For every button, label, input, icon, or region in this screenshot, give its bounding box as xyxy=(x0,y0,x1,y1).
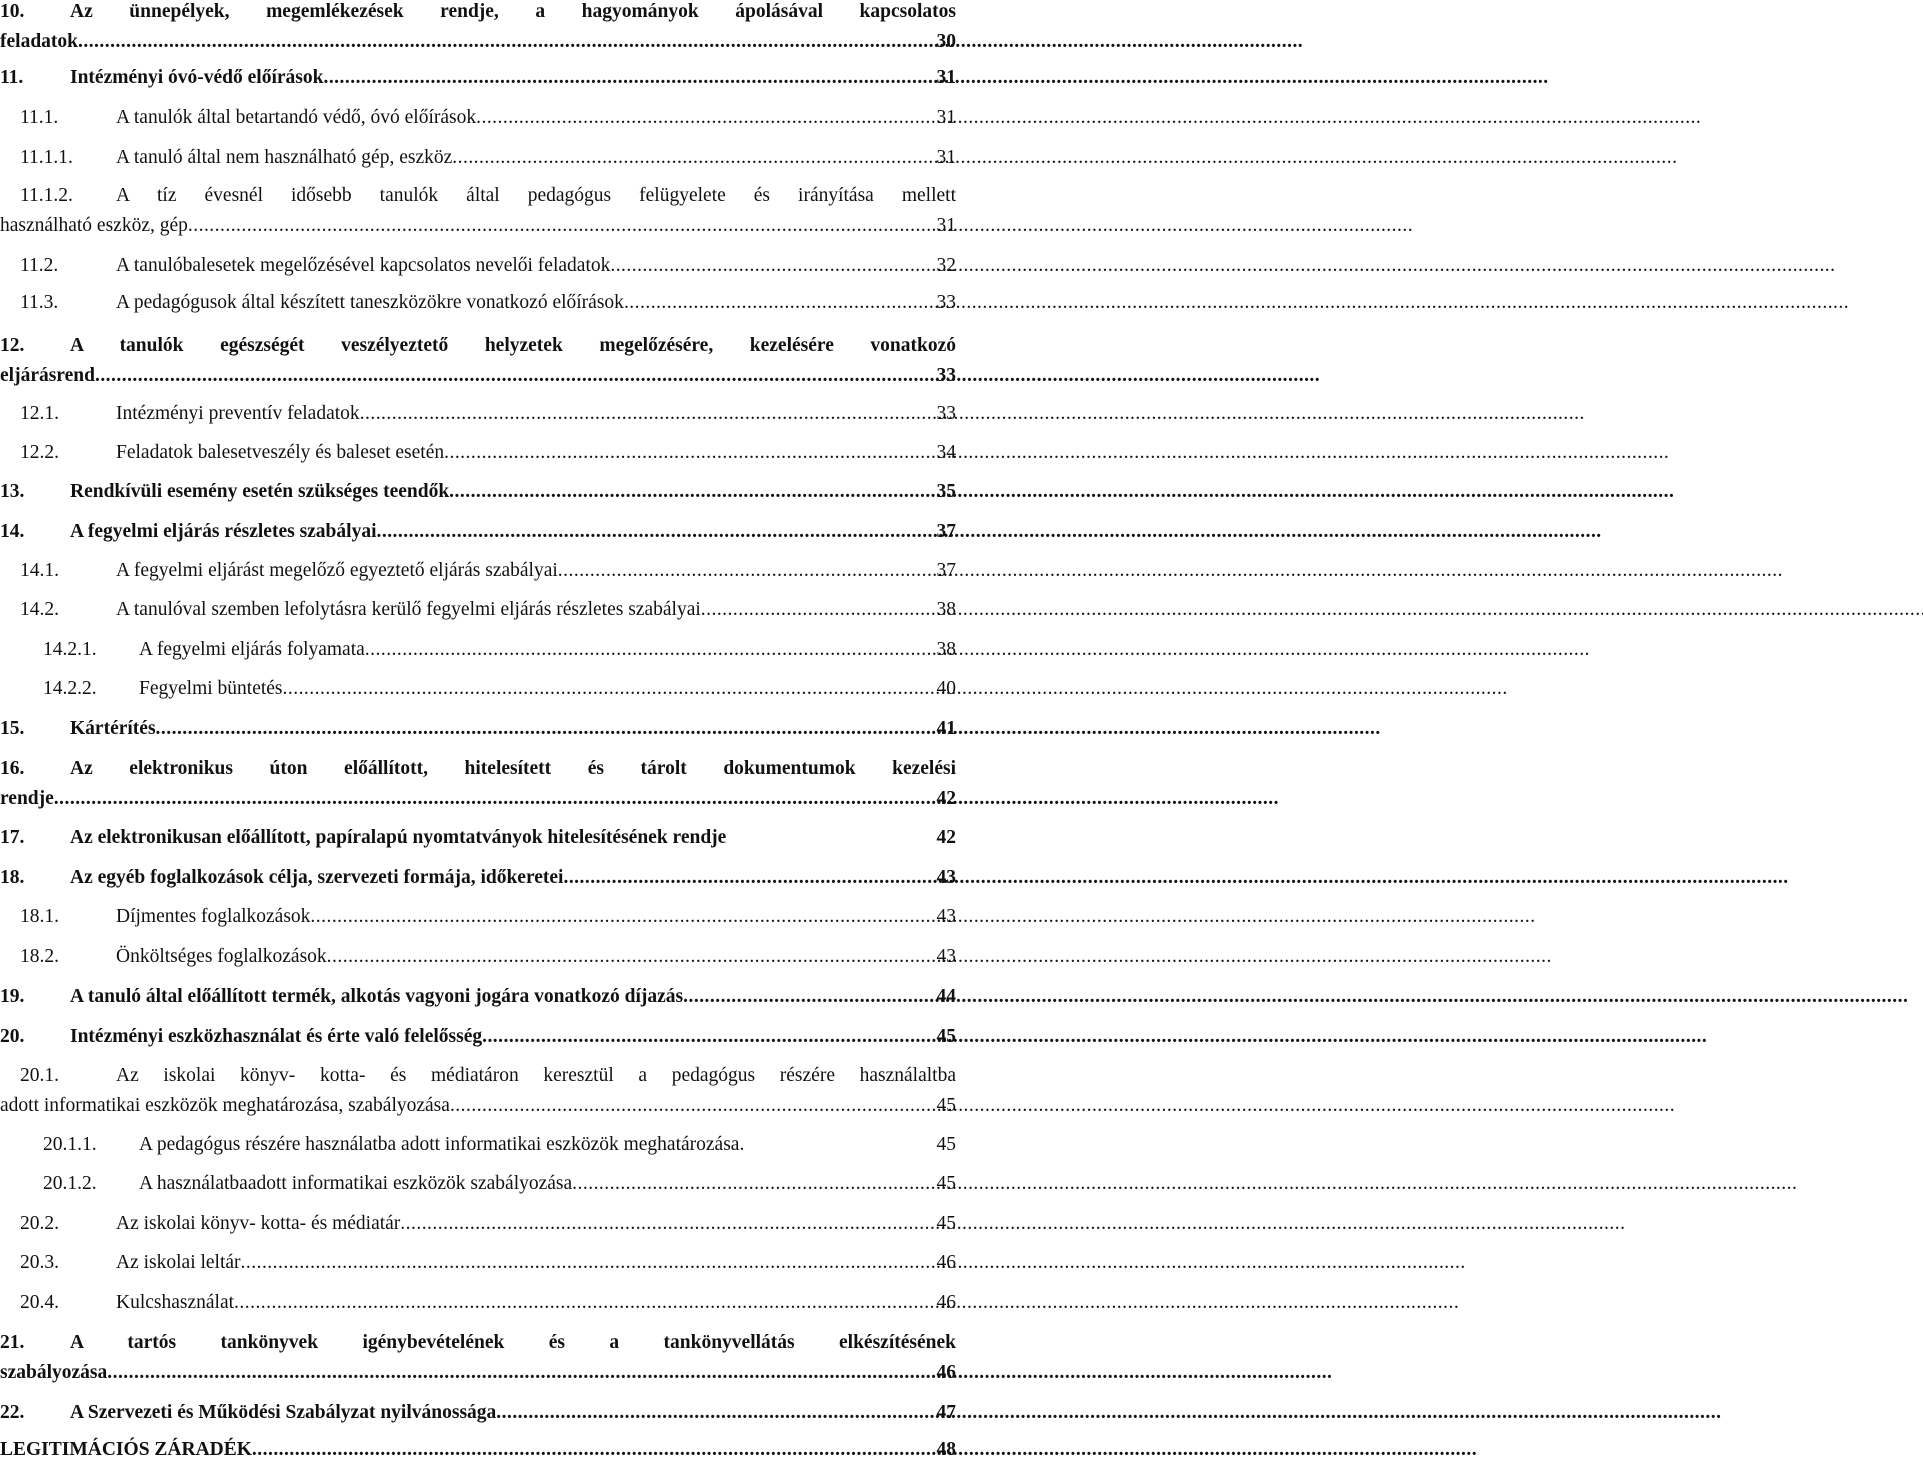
toc-entry[interactable] xyxy=(0,1172,956,1196)
toc-entry[interactable] xyxy=(0,1438,956,1462)
toc-leader-dots xyxy=(78,30,935,54)
toc-leader-dots xyxy=(323,66,934,90)
toc-entry-title: Kulcshasználat xyxy=(116,1292,235,1313)
toc-entry-number: 11.2. xyxy=(20,255,59,276)
toc-entry-title: Fegyelmi büntetés xyxy=(139,678,283,699)
toc-entry[interactable] xyxy=(0,638,956,662)
toc-entry-number: 11.3. xyxy=(20,292,59,313)
toc-leader-dots xyxy=(156,717,935,741)
toc-leader-dots xyxy=(452,146,934,170)
toc-entry-number: 17. xyxy=(0,827,25,848)
toc-entry-title: A tanulók egészségét veszélyeztető helyzetek megelőzésére, kezelésére vonatkozó xyxy=(70,335,956,356)
toc-entry-title: A pedagógusok által készített taneszközökre vonatkozó előírások xyxy=(116,292,624,313)
toc-entry[interactable] xyxy=(0,520,956,544)
toc-entry[interactable] xyxy=(0,677,956,701)
toc-leader-dots xyxy=(444,441,934,465)
toc-page-number: 30 xyxy=(936,31,956,52)
toc-entry-number: 20.1. xyxy=(20,1065,59,1086)
toc-entry[interactable] xyxy=(0,146,956,170)
toc-page-number: 43 xyxy=(936,946,956,967)
toc-entry-number: 13. xyxy=(0,481,25,502)
toc-entry-title: LEGITIMÁCIÓS ZÁRADÉK xyxy=(0,1439,252,1460)
toc-entry-number: 20.4. xyxy=(20,1292,59,1313)
toc-entry-title: A tartós tankönyvek igénybevételének és a tankönyvellátás elkészítésének xyxy=(70,1332,956,1353)
toc-entry-number: 18.1. xyxy=(20,906,59,927)
toc-entry[interactable] xyxy=(0,1291,956,1315)
toc-page-number: 46 xyxy=(936,1252,956,1273)
toc-entry[interactable] xyxy=(0,905,956,929)
toc-entry-title: A tíz évesnél idősebb tanulók által pedagógus felügyelete és irányítása mellett xyxy=(116,185,956,206)
toc-entry-title: A fegyelmi eljárás folyamata xyxy=(139,639,365,660)
toc-entry-title: Díjmentes foglalkozások xyxy=(116,906,311,927)
toc-entry[interactable] xyxy=(0,1401,956,1425)
toc-leader-dots xyxy=(327,945,935,969)
toc-entry[interactable] xyxy=(0,1064,956,1118)
toc-page-number: 43 xyxy=(936,867,956,888)
toc-page-number: 31 xyxy=(936,215,956,236)
toc-leader-dots xyxy=(377,520,935,544)
toc-page-number: 35 xyxy=(936,481,956,502)
toc-entry-title: Intézményi óvó-védő előírások xyxy=(70,67,324,88)
toc-leader-dots xyxy=(563,866,934,890)
toc-entry-title: Az iskolai könyv- kotta- és médiatár xyxy=(116,1213,401,1234)
toc-page-number: 38 xyxy=(936,599,956,620)
toc-page-number: 43 xyxy=(936,906,956,927)
toc-page-number: 45 xyxy=(936,1026,956,1047)
toc-entry[interactable] xyxy=(0,254,956,278)
toc-entry-title: Az iskolai leltár xyxy=(116,1252,241,1273)
toc-entry[interactable] xyxy=(0,66,956,90)
toc-leader-dots xyxy=(360,402,935,426)
toc-entry-number: 14. xyxy=(0,521,25,542)
toc-entry-title: A fegyelmi eljárás részletes szabályai xyxy=(70,521,377,542)
toc-page-number: 32 xyxy=(936,255,956,276)
toc-page-number: 47 xyxy=(936,1402,956,1423)
toc-entry[interactable] xyxy=(0,106,956,130)
toc-entry[interactable] xyxy=(0,866,956,890)
toc-entry-number: 14.2.2. xyxy=(43,678,97,699)
toc-entry[interactable] xyxy=(0,1133,956,1157)
toc-entry-title: Az elektronikus úton előállított, hitelesített és tárolt dokumentumok kezelési xyxy=(70,758,956,779)
toc-entry-number: 18.2. xyxy=(20,946,59,967)
toc-entry-title: A fegyelmi eljárást megelőző egyeztető eljárás szabályai xyxy=(116,560,558,581)
toc-leader-dots xyxy=(54,787,935,811)
toc-entry-number: 11.1. xyxy=(20,107,59,128)
toc-leader-dots xyxy=(683,985,934,1009)
toc-entry-title: A tanuló által nem használható gép, eszköz xyxy=(116,147,453,168)
toc-leader-dots xyxy=(365,638,935,662)
toc-page-number: 37 xyxy=(936,521,956,542)
toc-entry-title-continued: adott informatikai eszközök meghatározása, szabályozása xyxy=(0,1095,450,1116)
toc-entry-title: Az iskolai könyv- kotta- és médiatáron keresztül a pedagógus részére használaltba xyxy=(116,1065,956,1086)
toc-leader-dots xyxy=(701,598,935,622)
toc-entry[interactable] xyxy=(0,757,956,811)
toc-page-number: 45 xyxy=(936,1134,956,1155)
toc-page-number: 33 xyxy=(936,403,956,424)
toc-leader-dots xyxy=(107,1361,934,1385)
toc-entry-title: A pedagógus részére használatba adott informatikai eszközök meghatározása. xyxy=(139,1134,745,1155)
table-of-contents xyxy=(0,0,960,1462)
toc-entry-number: 22. xyxy=(0,1402,25,1423)
toc-entry[interactable] xyxy=(0,1251,956,1275)
toc-entry[interactable] xyxy=(0,480,956,504)
toc-entry-number: 12.1. xyxy=(20,403,59,424)
toc-entry[interactable] xyxy=(0,598,956,622)
toc-entry-number: 20. xyxy=(0,1026,25,1047)
toc-leader-dots xyxy=(450,1094,935,1118)
toc-entry[interactable] xyxy=(0,559,956,583)
toc-entry-title: A tanulóval szemben lefolytásra kerülő fegyelmi eljárás részletes szabályai xyxy=(116,599,701,620)
toc-page-number: 33 xyxy=(936,292,956,313)
toc-entry-title: Rendkívüli esemény esetén szükséges teendők xyxy=(70,481,450,502)
toc-entry-title-continued: szabályozása xyxy=(0,1362,108,1383)
toc-entry-title: Az ünnepélyek, megemlékezések rendje, a hagyományok ápolásával kapcsolatos xyxy=(70,1,956,22)
toc-entry-title: A tanulók által betartandó védő, óvó előírások xyxy=(116,107,477,128)
toc-leader-dots xyxy=(310,905,934,929)
toc-entry-number: 20.1.2. xyxy=(43,1173,97,1194)
toc-entry-number: 12. xyxy=(0,335,25,356)
toc-page-number: 48 xyxy=(936,1439,956,1460)
toc-page-number: 44 xyxy=(936,986,956,1007)
toc-page-number: 33 xyxy=(936,365,956,386)
toc-entry-number: 15. xyxy=(0,718,25,739)
toc-entry-number: 10. xyxy=(0,1,25,22)
toc-entry[interactable] xyxy=(0,402,956,426)
toc-page-number: 45 xyxy=(936,1173,956,1194)
toc-entry-title-continued: rendje xyxy=(0,788,54,809)
toc-entry-title: Önköltséges foglalkozások xyxy=(116,946,327,967)
toc-entry-title-continued: használható eszköz, gép xyxy=(0,215,188,236)
toc-entry-title: A tanuló által előállított termék, alkotás vagyoni jogára vonatkozó díjazás xyxy=(70,986,684,1007)
toc-leader-dots xyxy=(283,677,935,701)
toc-leader-dots xyxy=(476,106,934,130)
toc-page-number: 45 xyxy=(936,1213,956,1234)
toc-entry[interactable] xyxy=(0,1331,956,1385)
toc-leader-dots xyxy=(241,1251,935,1275)
toc-leader-dots xyxy=(449,480,934,504)
toc-entry[interactable] xyxy=(0,985,956,1009)
toc-entry-number: 20.3. xyxy=(20,1252,59,1273)
toc-entry-number: 19. xyxy=(0,986,25,1007)
toc-entry[interactable] xyxy=(0,291,956,315)
toc-entry[interactable] xyxy=(0,184,956,238)
toc-page-number: 46 xyxy=(936,1292,956,1313)
toc-entry-title: Intézményi preventív feladatok xyxy=(116,403,360,424)
toc-entry-number: 11. xyxy=(0,67,24,88)
toc-page-number: 31 xyxy=(936,147,956,168)
toc-leader-dots xyxy=(188,214,935,238)
toc-entry-number: 16. xyxy=(0,758,25,779)
toc-leader-dots xyxy=(95,364,935,388)
toc-entry-title: Az elektronikusan előállított, papíralapú nyomtatványok hitelesítésének rendje xyxy=(70,827,727,848)
toc-page-number: 41 xyxy=(936,718,956,739)
toc-entry-number: 21. xyxy=(0,1332,25,1353)
toc-entry[interactable] xyxy=(0,826,956,850)
toc-entry[interactable] xyxy=(0,1212,956,1236)
toc-entry-number: 11.1.2. xyxy=(20,185,73,206)
toc-page-number: 45 xyxy=(936,1095,956,1116)
toc-entry[interactable] xyxy=(0,441,956,465)
toc-page-number: 40 xyxy=(936,678,956,699)
toc-entry-title: A használatbaadott informatikai eszközök szabályozása xyxy=(139,1173,573,1194)
toc-page-number: 37 xyxy=(936,560,956,581)
toc-page-number: 42 xyxy=(936,788,956,809)
toc-page-number: 46 xyxy=(936,1362,956,1383)
toc-entry-number: 14.2.1. xyxy=(43,639,97,660)
toc-leader-dots xyxy=(572,1172,934,1196)
toc-entry-title: Intézményi eszközhasználat és érte való felelősség xyxy=(70,1026,483,1047)
toc-entry[interactable] xyxy=(0,1025,956,1049)
toc-page-number: 38 xyxy=(936,639,956,660)
toc-entry[interactable] xyxy=(0,334,956,388)
toc-entry-number: 20.2. xyxy=(20,1213,59,1234)
toc-entry-title: A Szervezeti és Működési Szabályzat nyilvánossága xyxy=(70,1402,497,1423)
toc-entry-number: 12.2. xyxy=(20,442,59,463)
toc-leader-dots xyxy=(610,254,934,278)
toc-leader-dots xyxy=(624,291,935,315)
toc-page-number: 31 xyxy=(936,67,956,88)
toc-leader-dots xyxy=(234,1291,934,1315)
toc-page-number: 34 xyxy=(936,442,956,463)
toc-entry-number: 14.1. xyxy=(20,560,59,581)
toc-leader-dots xyxy=(496,1401,934,1425)
toc-leader-dots xyxy=(400,1212,934,1236)
toc-leader-dots xyxy=(558,559,935,583)
toc-entry[interactable] xyxy=(0,717,956,741)
toc-page-number: 31 xyxy=(936,107,956,128)
toc-entry-number: 14.2. xyxy=(20,599,59,620)
toc-leader-dots xyxy=(252,1438,935,1462)
toc-entry-number: 18. xyxy=(0,867,25,888)
toc-entry-title-continued: eljárásrend xyxy=(0,365,95,386)
toc-entry-title: Kártérítés xyxy=(70,718,156,739)
toc-entry-title: Feladatok balesetveszély és baleset esetén xyxy=(116,442,445,463)
toc-leader-dots xyxy=(482,1025,934,1049)
toc-entry-title: Az egyéb foglalkozások célja, szervezeti formája, időkeretei xyxy=(70,867,564,888)
toc-page-number: 42 xyxy=(936,827,956,848)
toc-entry-number: 11.1.1. xyxy=(20,147,73,168)
toc-entry[interactable] xyxy=(0,0,956,54)
toc-entry-number: 20.1.1. xyxy=(43,1134,97,1155)
toc-entry[interactable] xyxy=(0,945,956,969)
toc-entry-title-continued: feladatok xyxy=(0,31,78,52)
toc-entry-title: A tanulóbalesetek megelőzésével kapcsolatos nevelői feladatok xyxy=(116,255,611,276)
